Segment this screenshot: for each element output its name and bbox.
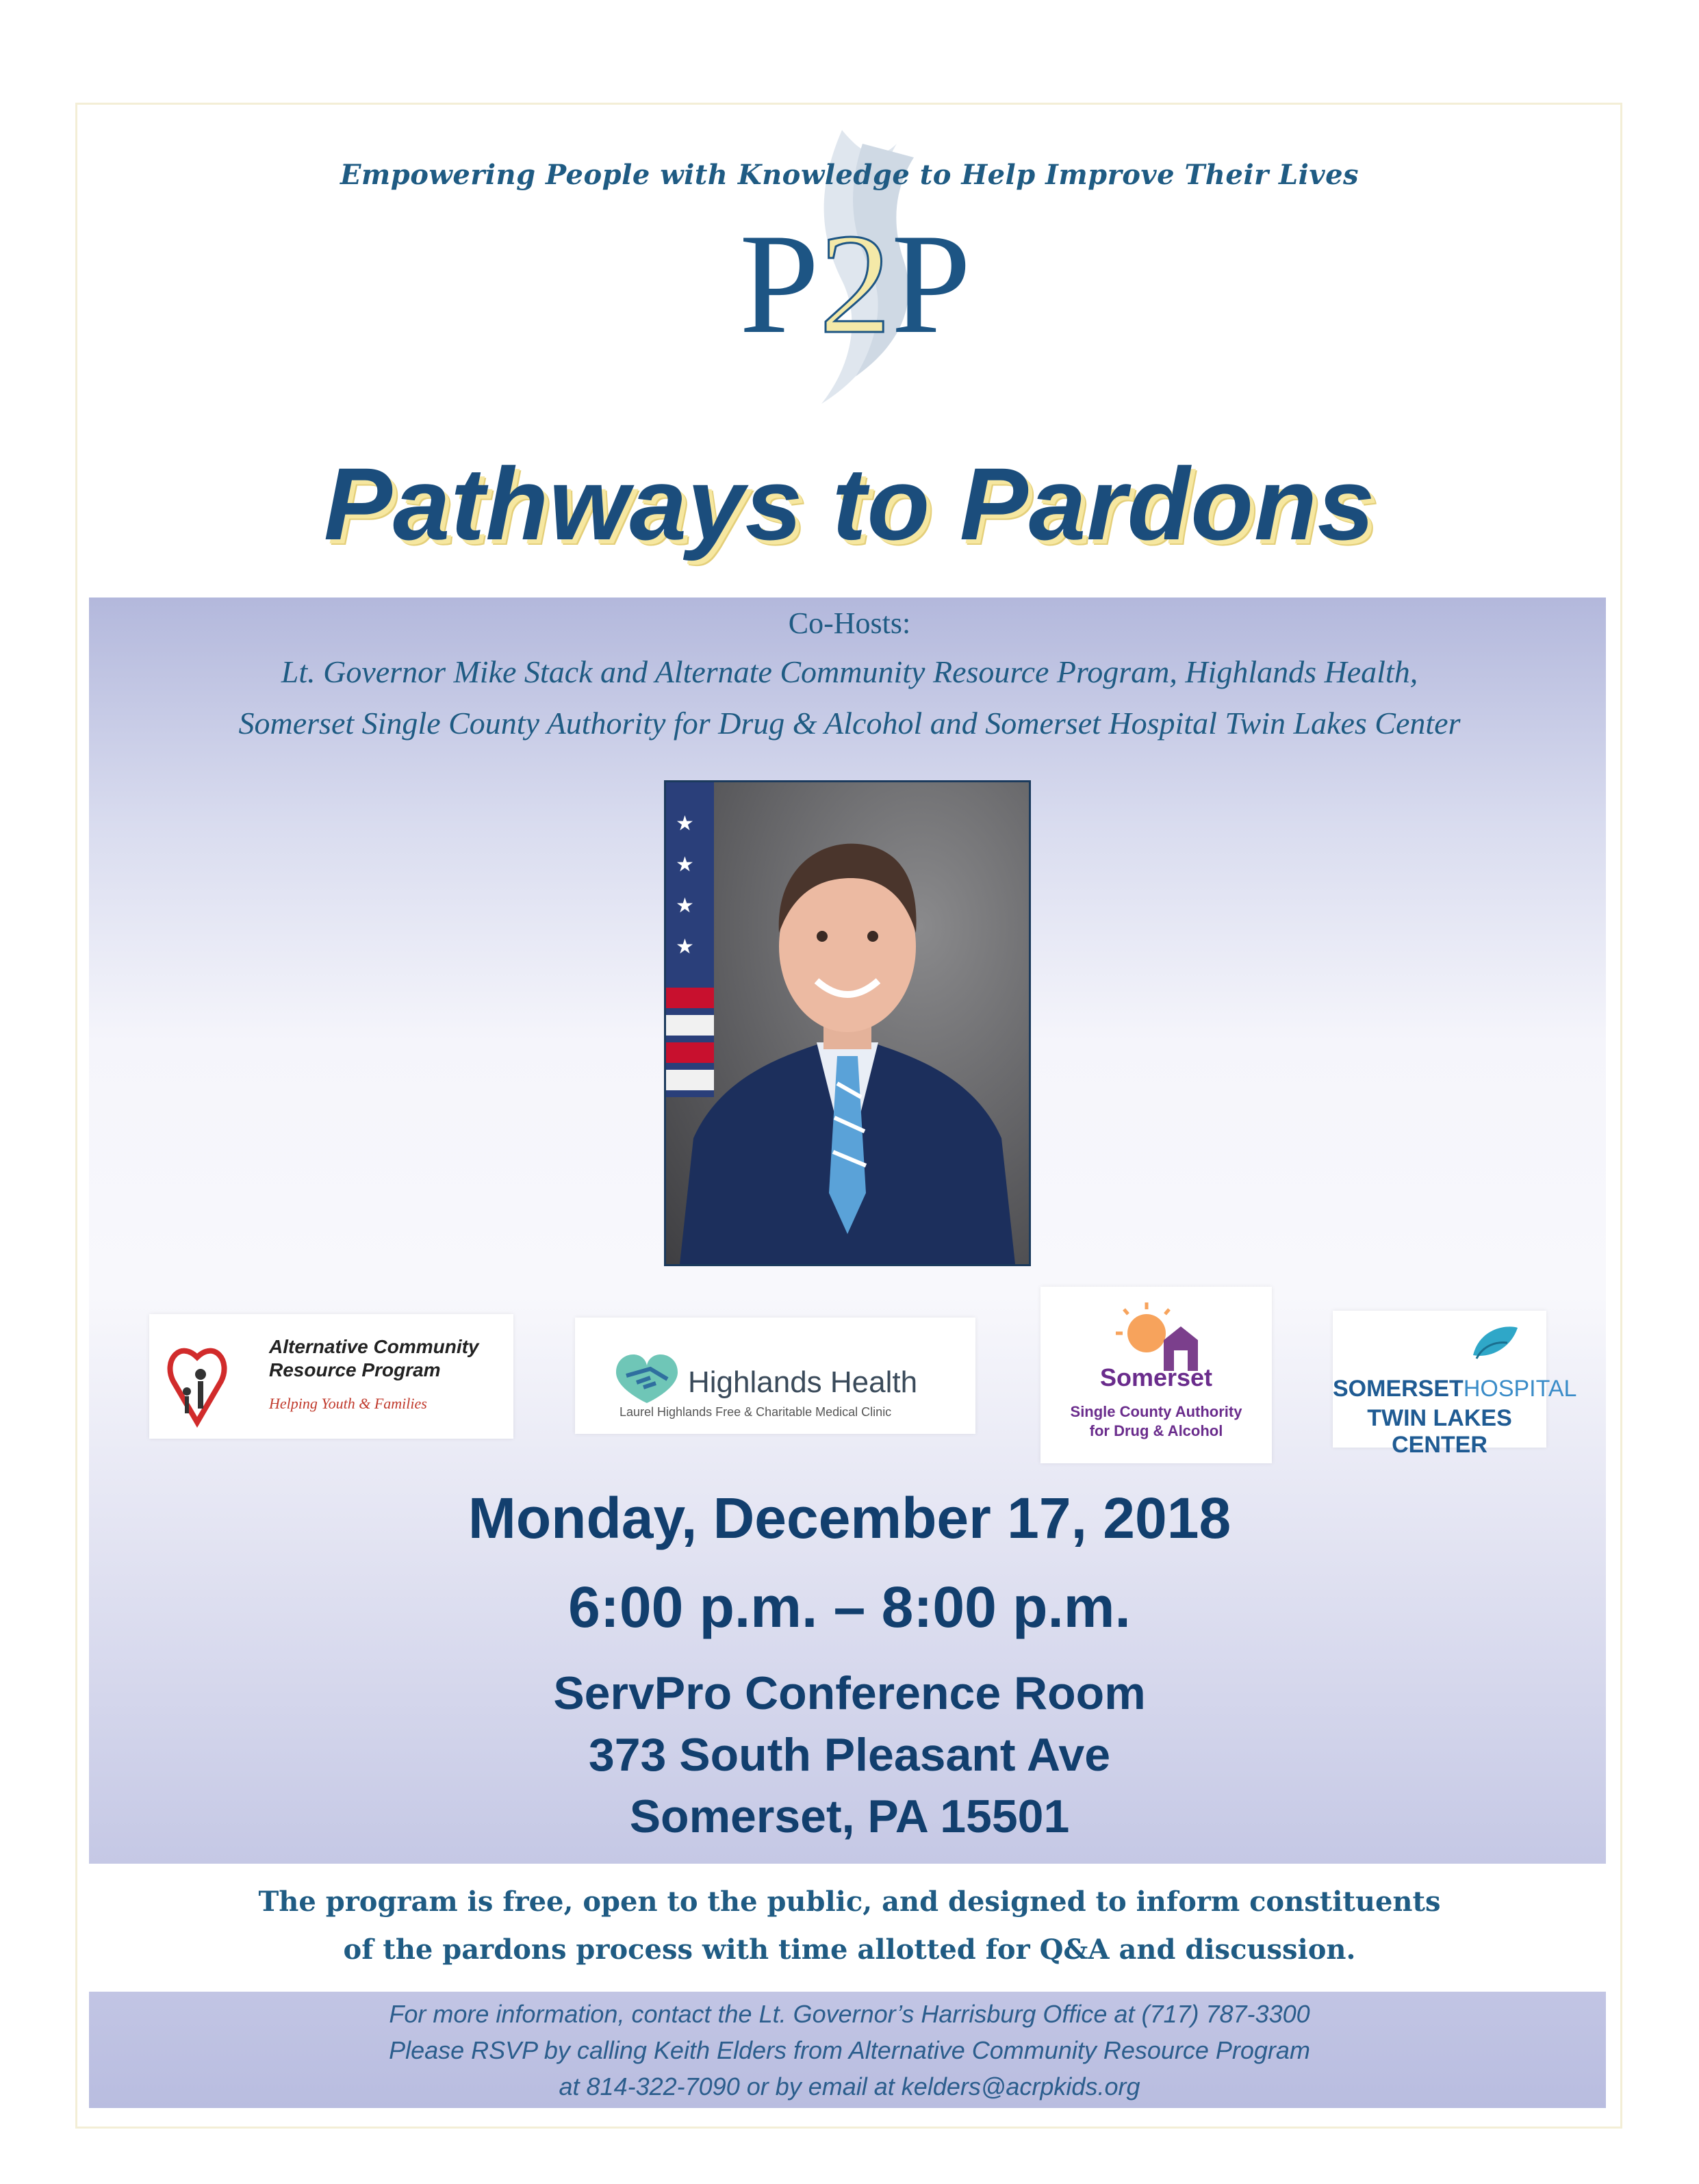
flag-icon: [666, 782, 714, 1097]
logo-digit-2: 2: [819, 205, 891, 363]
cohosts-label: Co-Hosts:: [788, 606, 911, 640]
heart-family-icon: [166, 1326, 228, 1429]
event-city: Somerset, PA 15501: [629, 1790, 1070, 1842]
portrait-photo: [664, 780, 1031, 1266]
event-address: 373 South Pleasant Ave: [588, 1729, 1111, 1781]
event-date: Monday, December 17, 2018: [468, 1486, 1231, 1550]
tagline: Empowering People with Knowledge to Help Improve Their Lives: [340, 159, 1359, 191]
logo-letter-p2: P: [891, 205, 971, 363]
somerset-sca-line2: for Drug & Alcohol: [1089, 1422, 1223, 1439]
twin-lakes-line1: [1333, 1376, 1577, 1402]
somerset-sca-line1: Single County Authority: [1070, 1403, 1242, 1420]
event-venue: ServPro Conference Room: [553, 1667, 1146, 1719]
description-line-2: of the pardons process with time allotted for Q&A and discussion.: [343, 1934, 1356, 1966]
twin-lakes-line2: TWIN LAKES CENTER: [1367, 1405, 1512, 1458]
svg-text:★: ★: [676, 894, 694, 918]
logo-letter-p1: P: [739, 205, 819, 363]
cohosts-line-1: Lt. Governor Mike Stack and Alternate Community Resource Program, Highlands Health,: [281, 654, 1418, 689]
somerset-sca-name: Somerset: [1099, 1363, 1213, 1391]
svg-text:★: ★: [676, 812, 694, 836]
description-line-1: The program is free, open to the public, and designed to inform constituents: [258, 1886, 1441, 1918]
acrp-tagline: Helping Youth & Families: [269, 1395, 427, 1412]
contact-line-1: For more information, contact the Lt. Governor’s Harrisburg Office at (717) 787-3300: [389, 2000, 1310, 2028]
contact-line-3: at 814-322-7090 or by email at kelders@acrpkids.org: [559, 2072, 1140, 2101]
portrait-image: [666, 782, 1029, 1264]
sponsor-highlands-logo: [575, 1318, 975, 1434]
leaf-icon: [1466, 1321, 1521, 1362]
p2p-logo-text: [739, 205, 971, 363]
twin-lakes-name-light: HOSPITAL: [1463, 1376, 1577, 1402]
acrp-name-line1: Alternative Community: [269, 1336, 479, 1357]
sponsor-somerset-sca-logo: [1040, 1287, 1272, 1463]
sponsor-twin-lakes-logo: [1333, 1311, 1577, 1458]
highlands-subtitle: Laurel Highlands Free & Charitable Medical Clinic: [619, 1405, 892, 1419]
contact-line-2: Please RSVP by calling Keith Elders from Alternative Community Resource Program: [389, 2036, 1310, 2064]
twin-lakes-name-bold: SOMERSET: [1333, 1376, 1464, 1402]
svg-text:★: ★: [676, 935, 694, 959]
sponsor-acrp-logo: [149, 1314, 513, 1439]
handshake-icon: [609, 1338, 685, 1406]
event-time: 6:00 p.m. – 8:00 p.m.: [568, 1575, 1131, 1639]
acrp-name-line2: Resource Program: [269, 1359, 441, 1380]
svg-text:★: ★: [676, 853, 694, 877]
highlands-name: Highlands Health: [688, 1365, 918, 1399]
cohosts-line-2: Somerset Single County Authority for Drug & Alcohol and Somerset Hospital Twin Lakes Center: [238, 706, 1461, 741]
page-title: Pathways to Pardons: [323, 446, 1376, 561]
